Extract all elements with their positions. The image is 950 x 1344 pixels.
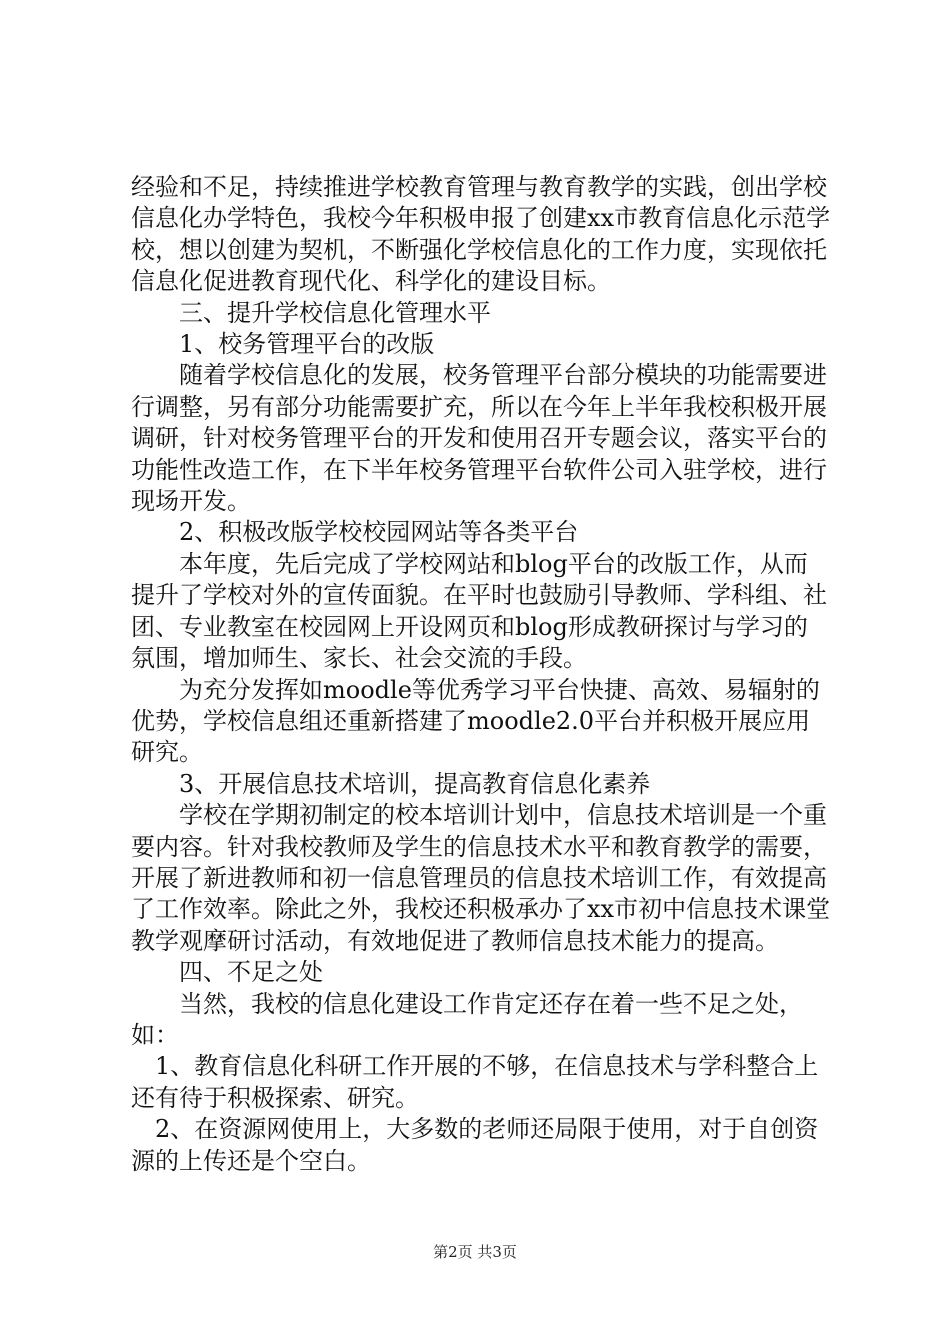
subsection-heading-3: 3、开展信息技术培训，提高教育信息化素养 xyxy=(179,769,651,798)
paragraph-intro-continued: 经验和不足，持续推进学校教育管理与教育教学的实践，创出学校信息化办学特色，我校今年积极申报了创建xx市教育信息化示范学校，想以创建为契机，不断强化学校信息化的工作力度，实现依托信息化促进教育现代化、科学化的建设目标。 xyxy=(131,173,831,296)
document-body xyxy=(131,172,831,1177)
section-heading-four: 四、不足之处 xyxy=(179,958,323,987)
paragraph-moodle: 为充分发挥如moodle等优秀学习平台快捷、高效、易辐射的优势，学校信息组还重新搭建了moodle2.0平台并积极开展应用研究。 xyxy=(131,675,820,767)
paragraph-shortcoming-2: 2、在资源网使用上，大多数的老师还局限于使用，对于自创资源的上传还是个空白。 xyxy=(131,1115,819,1175)
page-footer xyxy=(0,1242,950,1262)
paragraph-platform-revision: 随着学校信息化的发展，校务管理平台部分模块的功能需要进行调整，另有部分功能需要扩充，所以在今年上半年我校积极开展调研，针对校务管理平台的开发和使用召开专题会议，落实平台的功能性改造工作，在下半年校务管理平台软件公司入驻学校，进行现场开发。 xyxy=(131,361,827,516)
paragraph-website-blog: 本年度，先后完成了学校网站和blog平台的改版工作，从而提升了学校对外的宣传面貌。在平时也鼓励引导教师、学科组、社团、专业教室在校园网上开设网页和blog形成教研探讨与学习的氛围，增加师生、家长、社会交流的手段。 xyxy=(131,549,827,673)
section-heading-three: 三、提升学校信息化管理水平 xyxy=(179,298,491,327)
page-number-label: 第2页 共3页 xyxy=(433,1243,517,1261)
subsection-heading-1: 1、校务管理平台的改版 xyxy=(179,330,435,359)
subsection-heading-2: 2、积极改版学校校园网站等各类平台 xyxy=(179,518,579,547)
paragraph-shortcomings-intro: 当然，我校的信息化建设工作肯定还存在着一些不足之处，如： xyxy=(131,989,803,1049)
paragraph-training: 学校在学期初制定的校本培训计划中，信息技术培训是一个重要内容。针对我校教师及学生的信息技术水平和教育教学的需要，开展了新进教师和初一信息管理员的信息技术培训工作，有效提高了工作效率。除此之外，我校还积极承办了xx市初中信息技术课堂教学观摩研讨活动，有效地促进了教师信息技术能力的提高。 xyxy=(131,801,831,955)
paragraph-shortcoming-1: 1、教育信息化科研工作开展的不够，在信息技术与学科整合上还有待于积极探索、研究。 xyxy=(131,1052,819,1112)
